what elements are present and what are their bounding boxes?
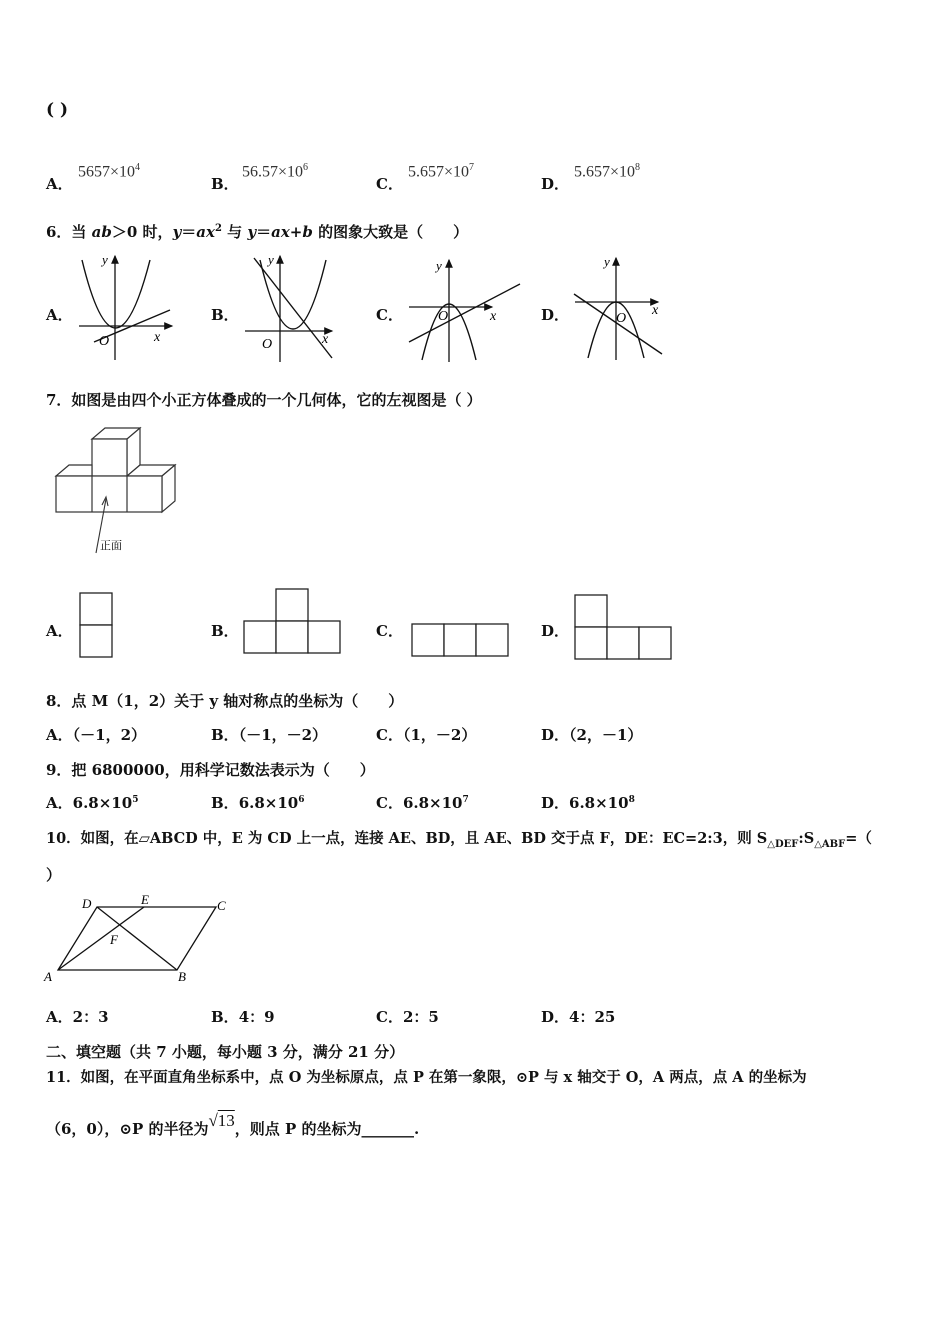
point-e-label: E: [141, 892, 149, 907]
y-label: y: [102, 252, 108, 267]
x-label: x: [322, 332, 329, 347]
q8-option-b: B．（－1，－2）: [211, 726, 328, 744]
q8-option-a: A．（－1，2）: [46, 726, 147, 744]
segment-ae: [58, 907, 144, 970]
segment-bd: [97, 907, 177, 970]
q10-option-a: A．2：3: [46, 1008, 109, 1026]
front-label: 正面: [100, 540, 122, 552]
q8-option-d: D．（2，－1）: [541, 726, 643, 744]
q7-option-c-label: C．: [376, 622, 403, 640]
question-top-paren: ( ): [46, 100, 69, 120]
q9-option-b: B．$6.8\times 10^6$: [211, 794, 305, 812]
q9-option-d: D．$6.8\times 10^8$: [541, 794, 635, 812]
y-label: y: [436, 258, 442, 273]
q7-option-a-figure: [78, 590, 116, 660]
q10-option-d: D．4：25: [541, 1008, 616, 1026]
q5-option-a-label: A．: [46, 175, 73, 193]
origin-label: O: [616, 311, 627, 326]
point-c-label: C: [217, 898, 226, 913]
q7-option-c-figure: [410, 622, 514, 660]
x-label: x: [490, 309, 497, 324]
point-b-label: B: [178, 969, 186, 984]
point-a-label: A: [44, 969, 52, 984]
answer-blank[interactable]: _______: [361, 1120, 415, 1138]
q11-question-line2: （6，0），⊙P 的半径为√13，则点 P 的坐标为_______.: [46, 1111, 420, 1138]
q7-option-d-label: D．: [541, 622, 570, 640]
x-label: x: [652, 303, 659, 318]
sqrt-expression: √13: [208, 1111, 235, 1130]
y-label: y: [604, 254, 610, 269]
q6-graph-d: [570, 250, 670, 366]
point-d-label: D: [82, 896, 92, 911]
q5-option-b-label: B．: [211, 175, 239, 193]
q8-option-c: C．（1，－2）: [376, 726, 477, 744]
parabola: [82, 260, 150, 328]
q7-option-b-label: B．: [211, 622, 239, 640]
section-heading: 二、填空题（共 7 小题，每小题 3 分，满分 21 分）: [46, 1043, 405, 1061]
origin-label: O: [262, 337, 273, 352]
q6-option-c-label: C．: [376, 306, 403, 324]
q10-parallelogram-figure: [42, 892, 242, 984]
parabola: [260, 260, 326, 329]
q5-option-b-value: $56.57\times 10^6$: [242, 162, 309, 181]
q7-option-a-label: A．: [46, 622, 73, 640]
point-f-label: F: [110, 932, 118, 947]
q11-question-line1: 11．如图，在平面直角坐标系中，点 O 为坐标原点，点 P 在第一象限，⊙P 与 x 轴交于 O，A 两点，点 A 的坐标为: [46, 1069, 807, 1086]
q7-option-d-figure: [573, 593, 677, 663]
q5-option-d-label: D．: [541, 175, 570, 193]
q7-question: 7．如图是由四个小正方体叠成的一个几何体，它的左视图是（ ）: [46, 391, 482, 409]
y-label: y: [268, 252, 274, 267]
q5-option-a-value: $5657\times 10^4$: [78, 162, 141, 181]
q6-graph-a: [74, 248, 184, 366]
x-label: x: [154, 330, 161, 345]
q8-question: 8．点 M（1，2）关于 y 轴对称点的坐标为（ ）: [46, 692, 404, 710]
line: [409, 284, 520, 342]
q9-option-c: C．$6.8\times 10^7$: [376, 794, 469, 812]
origin-label: O: [99, 334, 110, 349]
q6-option-d-label: D．: [541, 306, 570, 324]
q6-question: 6．当 ab＞0 时，$y=ax^2$ 与 y＝ax+b 的图象大致是（ ）: [46, 223, 469, 241]
q6-option-a-label: A．: [46, 306, 73, 324]
q5-option-d-value: $5.657\times 10^8$: [574, 162, 641, 181]
q5-option-c-value: $5.657\times 10^7$: [408, 162, 475, 181]
q9-question: 9．把 6800000，用科学记数法表示为（ ）: [46, 761, 375, 779]
q5-option-c-label: C．: [376, 175, 403, 193]
q10-question: 10．如图，在▱ABCD 中，E 为 CD 上一点，连接 AE、BD，且 AE、BD 交于点 F，DE：EC=2:3，则 $S_{\triangle DEF}:S_{\triangle ABF}=$（: [46, 830, 872, 850]
q10-question-close: ）: [46, 866, 62, 884]
q6-graph-b: [240, 248, 350, 366]
q6-option-b-label: B．: [211, 306, 239, 324]
q7-option-b-figure: [242, 587, 344, 657]
q9-option-a: A．$6.8\times 10^5$: [46, 794, 139, 812]
q10-option-b: B．4：9: [211, 1008, 275, 1026]
q10-option-c: C．2：5: [376, 1008, 439, 1026]
q7-cube-figure: [50, 425, 182, 557]
q6-graph-c: [404, 250, 524, 366]
origin-label: O: [438, 309, 449, 324]
